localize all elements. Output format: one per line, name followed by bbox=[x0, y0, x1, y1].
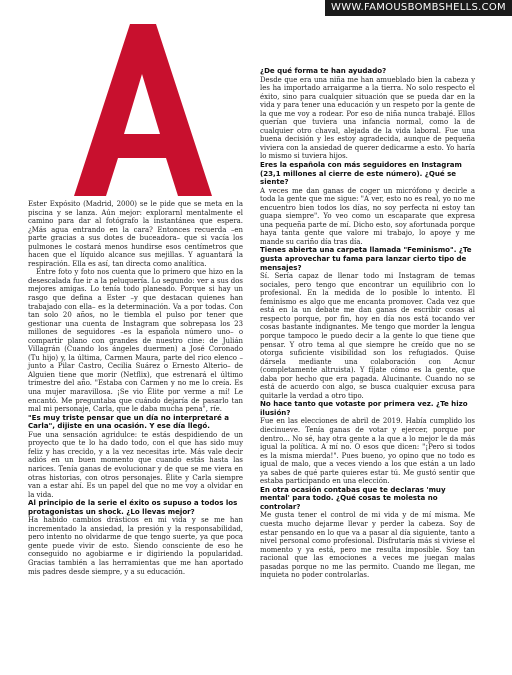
interview-question: Eres la española con más seguidores en Instagram (23,1 millones al cierre de este número). ¿Qué se siente? bbox=[260, 160, 462, 187]
interview-answer: Desde que era una niña me han amueblado bien la cabeza y les ha importado arraigarme a la tierra. No solo respecto el éxito, sino para cualquier situación que se pueda dar en la vida y para tener una educación y un respeto por la gente de la que me voy a rodear. Por eso de niña nunca trabajé. Ellos querían que tuviera una infancia normal, como la de cualquier otro chaval, alejada de la vida laboral. Fue una buena decisión y les estoy agradecida, aunque de pequeña viviera con la ansiedad de querer dedicarme a esto. Yo haría lo mismo si tuviera hijos. bbox=[260, 75, 475, 161]
interview-question: ¿De qué forma te han ayudado? bbox=[260, 66, 387, 75]
intro-paragraph: Ester Expósito (Madrid, 2000) se le pide que se meta en la piscina y se lanza. Aún mejor: explorarnl mentalmente el camino para dar al fotógrafo la instantánea que espera. ¿Más agua entrando en la cara? Entonces recuerda –en parte gracias a sus dotes de buceadora– que si vacía los pulmones le costará menos hundirse esos centímetros que hacen que el líquido alcance sus mejillas. Y aguantará la respiración. Ella es así, tan directa como analítica. bbox=[28, 200, 243, 268]
interview-question: En otra ocasión contabas que te declaras 'muy mental' para todo. ¿Qué cosas te molesta no controlar? bbox=[260, 484, 446, 511]
interview-question: Al principio de la serie el éxito os supuso a todos los protagonistas un shock. ¿Lo llevas mejor? bbox=[28, 498, 238, 516]
left-column bbox=[28, 14, 243, 576]
interview-question: No hace tanto que votaste por primera vez. ¿Te hizo ilusión? bbox=[260, 399, 468, 417]
watermark-banner: WWW.FAMOUSBOMBSHELLS.COM bbox=[325, 0, 512, 16]
interview-answer: Me gusta tener el control de mi vida y de mí misma. Me cuesta mucho dejarme llevar y perder la cabeza. Soy de estar pensando en lo que va a pasar al día siguiente, tanto a nivel personal como profesional. Disfrutaría más si viviese el momento y ya está, pero me resulta imposible. Soy tan racional que las emociones a veces me juegan malas pasadas porque no me las permito. Cuando me llegan, me inquieta no poder controlarlas. bbox=[260, 511, 475, 580]
interview-answer: Sí. Sería capaz de llenar todo mi Instagram de temas sociales, pero tengo que encontrar un equilibrio con lo profesional. En la medida de lo posible lo intento. El feminismo es algo que me encanta promover. Cada vez que está en la un debate me dan ganas de escribir cosas al respecto porque, por fin, hoy en día nos está tocando ver cosas bastante indignantes. Me tengo que morder la lengua porque tampoco le puedo decir a la gente lo que tiene que pensar. Y otro tema al que siempre he creído que no se otorga suficiente visibilidad son los refugiados. Quise dársela mediante una colaboración con Acnur (completamente altruista). Y fíjate cómo es la gente, que daba por hecho que era pagada. Alucinante. Cuando no se está de acuerdo con algo, se busca cualquier excusa para quitarle la verdad a otro tipo. bbox=[260, 272, 475, 400]
interview-answer: A veces me dan ganas de coger un micrófono y decirle a toda la gente que me sigue: "A ver, esto no es real, yo no me encuentro bien todos los días, no soy perfecta ni estoy tan guapa siempre". Yo veo como un escaparate que expresa una pequeña parte de mí. Dicho esto, soy afortunada porque haya tanta gente que valore mi trabajo, lo apoye y me mande su cariño día tras día. bbox=[260, 186, 475, 246]
right-column bbox=[260, 67, 475, 580]
interview-answer: Ha habido cambios drásticos en mi vida y se me han incrementado la ansiedad, la presión y la responsabilidad, pero intento no olvidarme de que tengo suerte, ya que poca gente puede vivir de esto. Siendo consciente de eso he conseguido no agobiarme e ir digiriendo la popularidad. Gracias también a las herramientas que me han aportado mis padres desde siempre, y a su educación. bbox=[28, 516, 243, 576]
magazine-page bbox=[28, 14, 492, 654]
dropcap-a-letter bbox=[68, 22, 218, 198]
interview-question: "Es muy triste pensar que un día no interpretaré a Carla", dijiste en una ocasión. Y ese día llegó. bbox=[28, 412, 230, 431]
interview-answer: Fue en las elecciones de abril de 2019. Había cumplido los diecinueve. Tenía ganas de votar y ejercer, porque por dentro... No sé, hay otra gente a la que a lo mejor le da más igual la política. A mí no. O esos que dicen: "¡Pero si todos es la misma mierda!". Pues bueno, yo opino que no todo es igual de malo, que a veces viendo a los que están a un lado ya sabes de qué parte quieres estar tú. Me gustó sentir que estaba participando en una elección. bbox=[260, 417, 475, 486]
dropcap bbox=[28, 14, 243, 200]
interview-answer: Fue una sensación agridulce: te estás despidiendo de un proyecto que te lo ha dado todo, con el que has sido muy feliz y has crecido, y a la vez necesitas irte. Más vale decir adiós en un buen momento que cuando estás hasta las narices. Tenía ganas de evolucionar y de que se me viera en otras historias, con otros personajes. Élite y Carla siempre van a estar ahí. Es un papel del que no me voy a olvidar en la vida. bbox=[28, 430, 243, 499]
body-paragraph: Entre foto y foto nos cuenta que lo primero que hizo en la desescalada fue ir a la peluquería. Lo segundo: ver a sus dos mejores amigas. Lo tenía todo planeado. Porque si hay un rasgo que defina a Ester –y que destacan quienes han trabajado con ella– es la determinación. Va a por todas. Con tan solo 20 años, no le tiembla el pulso por tener que gestionar una cuenta de Instagram que sobrepasa los 23 millones de seguidores –es la española número uno– o compartir plano con grandes de nuestro cine: de Julián Villagrán (Cuando los ángeles duermen) a José Coronado (Tu hijo) y, la última, Carmen Maura, parte del rico elenco –junto a Pilar Castro, Cecilia Suárez o Ernesto Alterio– de Alguien tiene que morir (Netflix), que estrenará el último trimestre del año. "Estaba con Carmen y no me lo creía. Es una mujer maravillosa. ¡Se vio Élite por verme a mí! Le encantó. Me preguntaba que cuándo dejaría de pasarlo tan mal mi personaje, Carla, que le daba mucha pena", ríe. bbox=[28, 268, 243, 414]
interview-question: Tienes abierta una carpeta llamada "Feminismo". ¿Te gusta aprovechar tu fama para lanzar cierto tipo de mensajes? bbox=[260, 245, 472, 272]
